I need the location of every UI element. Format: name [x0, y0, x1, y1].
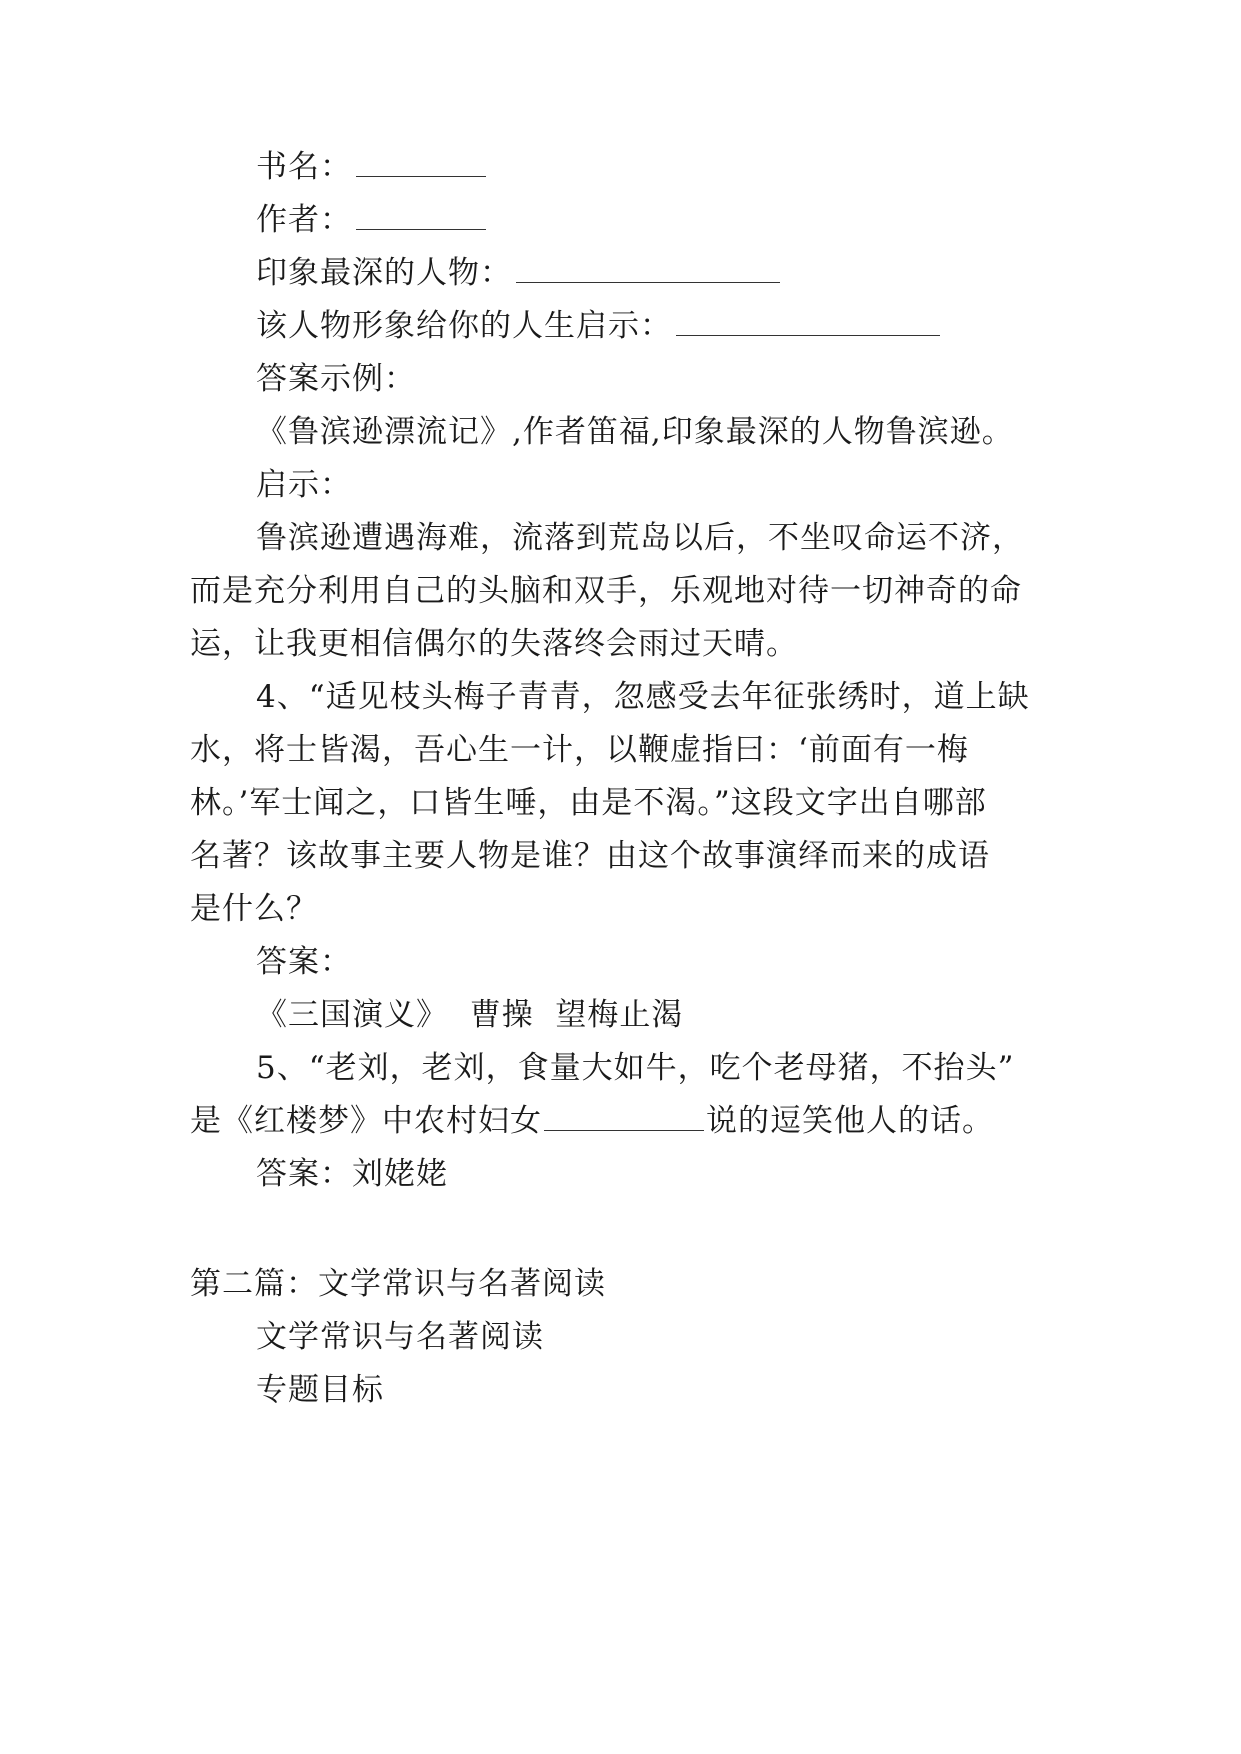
insight-label: 该人物形象给你的人生启示：	[256, 308, 672, 344]
question-4-answer-label: 答案：	[256, 944, 352, 980]
question-5-line: 5、“老刘，老刘，食量大如牛，吃个老母猪，不抬头”	[256, 1050, 1015, 1086]
insight-heading: 启示：	[256, 467, 352, 503]
answer-example-text: 《鲁滨逊漂流记》,作者笛福,印象最深的人物鲁滨逊。	[256, 414, 1014, 450]
question-5-text-before: 是《红楼梦》中农村妇女	[190, 1103, 542, 1139]
question-4-answer-text: 《三国演义》 曹操 望梅止渴	[256, 997, 684, 1033]
insight-paragraph-line: 运，让我更相信偶尔的失落终会雨过天晴。	[190, 626, 798, 662]
book-name-blank	[356, 150, 486, 177]
author-blank	[356, 203, 486, 230]
question-4-line: 林。’军士闻之，口皆生唾，由是不渴。”这段文字出自哪部	[190, 785, 987, 821]
character-line	[256, 253, 1136, 293]
insight-paragraph-line: 而是充分利用自己的头脑和双手，乐观地对待一切神奇的命	[190, 573, 1022, 609]
question-4-line: 是什么？	[190, 891, 318, 927]
character-blank	[516, 256, 780, 283]
insight-line	[256, 306, 1136, 346]
question-5-blank	[544, 1104, 704, 1131]
author-line	[256, 200, 1136, 240]
question-4-line: 4、“适见枝头梅子青青，忽感受去年征张绣时，道上缺	[256, 679, 1030, 715]
section-2-subtitle: 文学常识与名著阅读	[256, 1319, 544, 1355]
question-5-answer: 答案：刘姥姥	[256, 1156, 448, 1192]
character-label: 印象最深的人物：	[256, 255, 512, 291]
question-5-text-after: 说的逗笑他人的话。	[706, 1103, 994, 1139]
book-name-line	[256, 147, 1136, 187]
insight-blank	[676, 309, 940, 336]
insight-paragraph-line: 鲁滨逊遭遇海难，流落到荒岛以后，不坐叹命运不济，	[256, 520, 1024, 556]
answer-example-label: 答案示例：	[256, 361, 416, 397]
question-5-line-2	[190, 1101, 1070, 1141]
question-4-line: 名著？该故事主要人物是谁？由这个故事演绎而来的成语	[190, 838, 990, 874]
author-label: 作者：	[256, 202, 352, 238]
question-4-line: 水，将士皆渴，吾心生一计，以鞭虚指曰：‘前面有一梅	[190, 732, 969, 768]
book-name-label: 书名：	[256, 149, 352, 185]
section-2-heading: 专题目标	[256, 1372, 384, 1408]
section-2-title: 第二篇：文学常识与名著阅读	[190, 1266, 606, 1302]
